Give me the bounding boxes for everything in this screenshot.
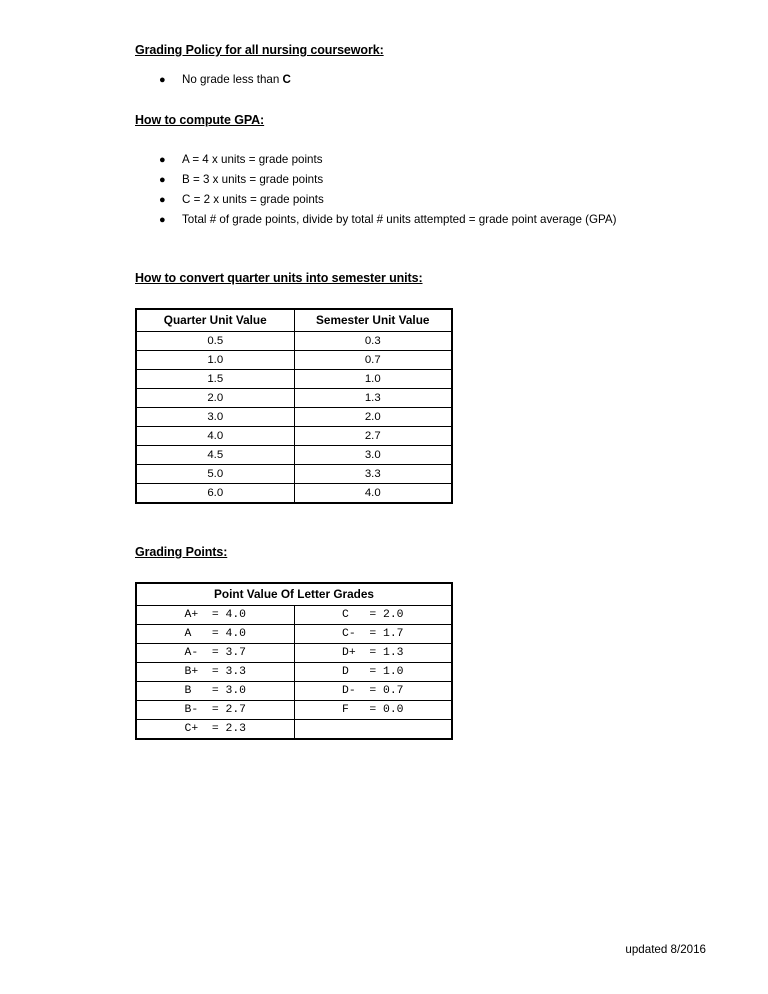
cell-grade-right: D- = 0.7 (294, 682, 452, 701)
section-compute-gpa (135, 112, 695, 230)
convert-units-heading: How to convert quarter units into semester units: (135, 271, 423, 285)
bullet-icon: ● (159, 174, 166, 186)
bullet-text: A = 4 x units = grade points (182, 153, 323, 166)
list-item (135, 70, 695, 90)
cell-grade-right: D = 1.0 (294, 663, 452, 682)
unit-conversion-table (135, 308, 453, 504)
table-row (136, 351, 452, 370)
cell-grade-left: A = 4.0 (136, 625, 294, 644)
cell-semester-value: 0.7 (294, 351, 452, 370)
cell-grade-right: C- = 1.7 (294, 625, 452, 644)
table-row (136, 408, 452, 427)
bullet-icon: ● (159, 154, 166, 166)
cell-semester-value: 3.0 (294, 446, 452, 465)
cell-semester-value: 3.3 (294, 465, 452, 484)
table-row (136, 446, 452, 465)
cell-grade-right (294, 720, 452, 740)
footer-updated-date: updated 8/2016 (625, 943, 706, 956)
table-row (136, 720, 452, 740)
table-row (136, 389, 452, 408)
table-row (136, 465, 452, 484)
section-convert-units (135, 270, 695, 504)
table-row (136, 682, 452, 701)
table-row (136, 332, 452, 351)
section-grading-policy (135, 42, 695, 90)
cell-semester-value: 0.3 (294, 332, 452, 351)
bullet-text: B = 3 x units = grade points (182, 173, 324, 186)
column-header-semester-unit: Semester Unit Value (294, 309, 452, 332)
table-row (136, 606, 452, 625)
table-row (136, 644, 452, 663)
bullet-text-bold: C (282, 73, 291, 86)
table-row (136, 625, 452, 644)
cell-grade-left: B- = 2.7 (136, 701, 294, 720)
cell-semester-value: 1.3 (294, 389, 452, 408)
cell-grade-right: C = 2.0 (294, 606, 452, 625)
column-header-quarter-unit: Quarter Unit Value (136, 309, 294, 332)
grading-policy-bullet-list (135, 70, 695, 90)
table-row (136, 427, 452, 446)
cell-grade-left: B = 3.0 (136, 682, 294, 701)
cell-quarter-value: 3.0 (136, 408, 294, 427)
cell-quarter-value: 1.0 (136, 351, 294, 370)
bullet-text: Total # of grade points, divide by total # units attempted = grade point average (GPA) (182, 213, 617, 226)
section-grading-points (135, 544, 695, 740)
cell-quarter-value: 6.0 (136, 484, 294, 504)
bullet-icon: ● (159, 214, 166, 226)
cell-quarter-value: 5.0 (136, 465, 294, 484)
grade-table-title: Point Value Of Letter Grades (136, 583, 452, 606)
table-header-row (136, 583, 452, 606)
cell-grade-left: A+ = 4.0 (136, 606, 294, 625)
list-item (135, 170, 695, 190)
list-item (135, 210, 695, 230)
cell-quarter-value: 0.5 (136, 332, 294, 351)
cell-quarter-value: 4.0 (136, 427, 294, 446)
list-item (135, 190, 695, 210)
bullet-text: C = 2 x units = grade points (182, 193, 324, 206)
bullet-icon: ● (159, 74, 166, 86)
table-row (136, 701, 452, 720)
bullet-icon: ● (159, 194, 166, 206)
cell-semester-value: 2.0 (294, 408, 452, 427)
cell-semester-value: 4.0 (294, 484, 452, 504)
cell-quarter-value: 2.0 (136, 389, 294, 408)
table-row (136, 663, 452, 682)
cell-quarter-value: 1.5 (136, 370, 294, 389)
grade-points-table (135, 582, 453, 740)
cell-grade-right: D+ = 1.3 (294, 644, 452, 663)
cell-grade-left: B+ = 3.3 (136, 663, 294, 682)
compute-gpa-bullet-list (135, 150, 695, 230)
list-item (135, 150, 695, 170)
bullet-text-prefix: No grade less than (182, 73, 283, 86)
cell-semester-value: 1.0 (294, 370, 452, 389)
table-row (136, 484, 452, 504)
cell-semester-value: 2.7 (294, 427, 452, 446)
grading-points-heading: Grading Points: (135, 545, 228, 559)
table-header-row (136, 309, 452, 332)
compute-gpa-heading: How to compute GPA: (135, 113, 265, 127)
table-row (136, 370, 452, 389)
cell-grade-right: F = 0.0 (294, 701, 452, 720)
document-content (135, 42, 695, 740)
grading-policy-heading: Grading Policy for all nursing coursework: (135, 43, 384, 57)
cell-grade-left: C+ = 2.3 (136, 720, 294, 740)
cell-grade-left: A- = 3.7 (136, 644, 294, 663)
cell-quarter-value: 4.5 (136, 446, 294, 465)
